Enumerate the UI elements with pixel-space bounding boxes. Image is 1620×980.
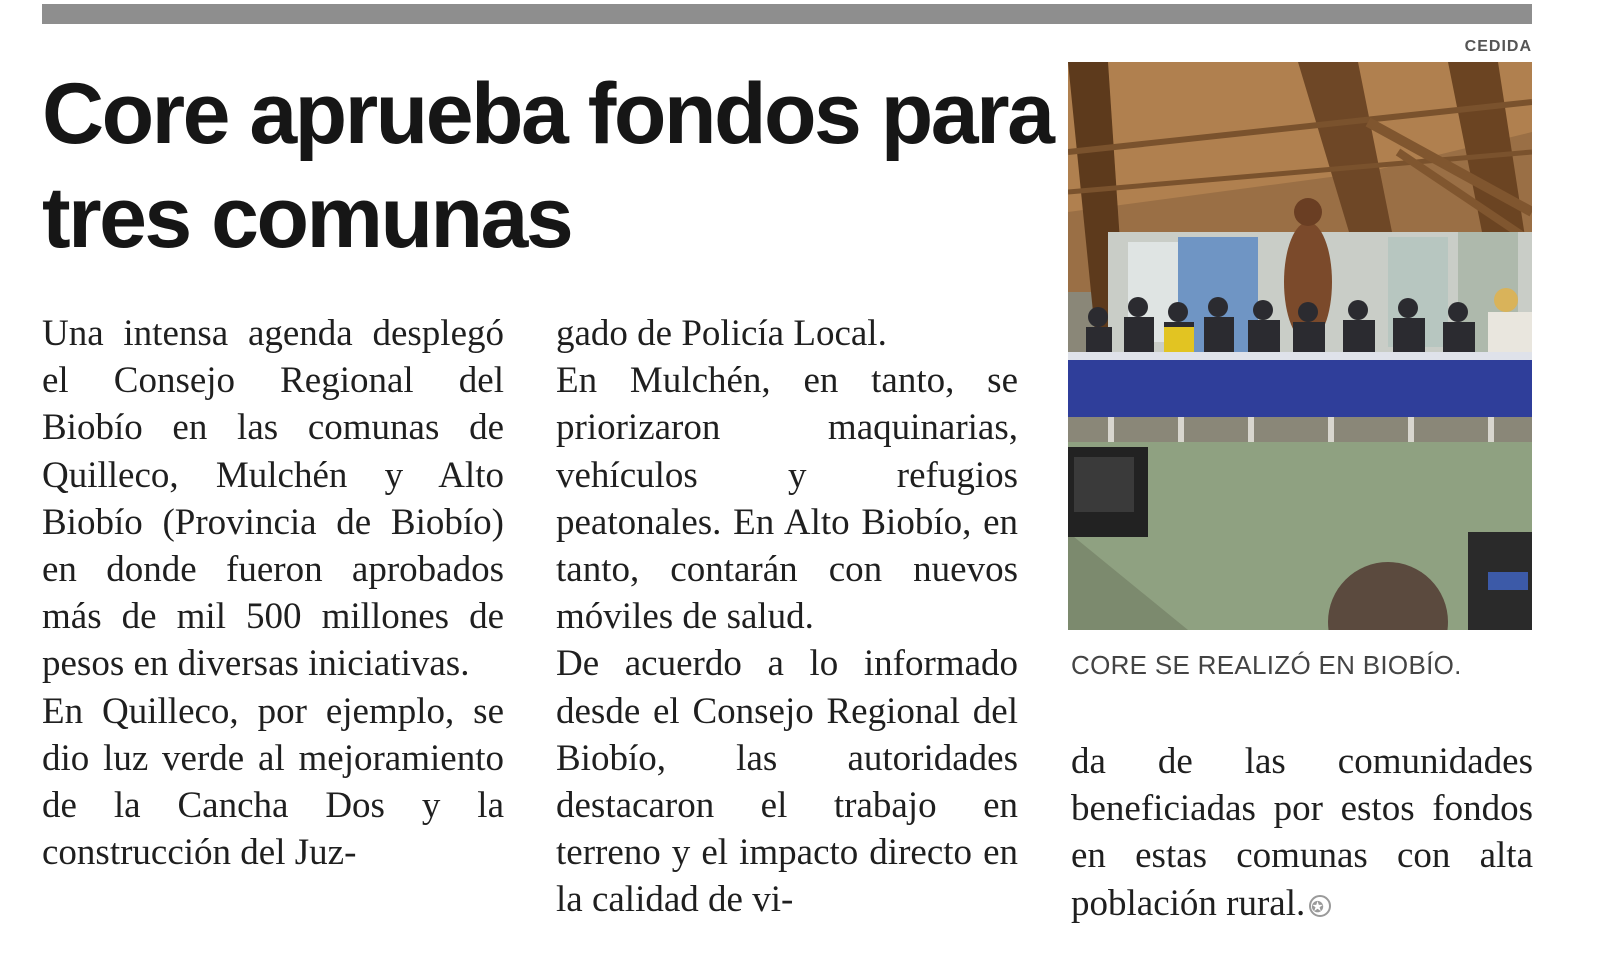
article-photo bbox=[1068, 62, 1532, 630]
text-column-1 bbox=[42, 310, 504, 876]
top-rule-bar bbox=[42, 4, 1532, 24]
body-paragraph-text: da de las comunidades beneficiadas por estos fondos en estas comunas con alta población rural. bbox=[1071, 741, 1533, 924]
body-paragraph: En Quilleco, por ejemplo, se dio luz verde al mejoramiento de la Cancha Dos y la construcción del Juz- bbox=[42, 690, 504, 874]
body-paragraph: De acuerdo a lo informado desde el Consejo Regional del Biobío, las autoridades destacaron el trabajo en terreno y el impacto directo en la calidad de vi- bbox=[556, 643, 1018, 921]
body-paragraph: En Mulchén, en tanto, se priorizaron maquinarias, vehículos y refugios peatonales. En Alto Biobío, en tanto, contarán con nuevos móviles de salud. bbox=[556, 360, 1018, 638]
text-column-3 bbox=[1071, 738, 1533, 927]
photo-credit: CEDIDA bbox=[1464, 38, 1532, 55]
text-column-2 bbox=[556, 310, 1018, 924]
headline: Core aprueba fondos para tres comunas bbox=[42, 66, 1053, 266]
body-paragraph: gado de Policía Local. bbox=[556, 313, 887, 354]
end-of-article-star-icon: ✪ bbox=[1309, 895, 1331, 917]
body-paragraph: Una intensa agenda desplegó el Consejo Regional del Biobío en las comunas de Quilleco, Mulchén y Alto Biobío (Provincia de Biobío) en donde fueron aprobados más de mil 500 millones de pesos en diversas iniciativas. bbox=[42, 313, 504, 685]
body-paragraph bbox=[1071, 738, 1533, 927]
photo-caption: CORE SE REALIZÓ EN BIOBÍO. bbox=[1071, 650, 1462, 680]
